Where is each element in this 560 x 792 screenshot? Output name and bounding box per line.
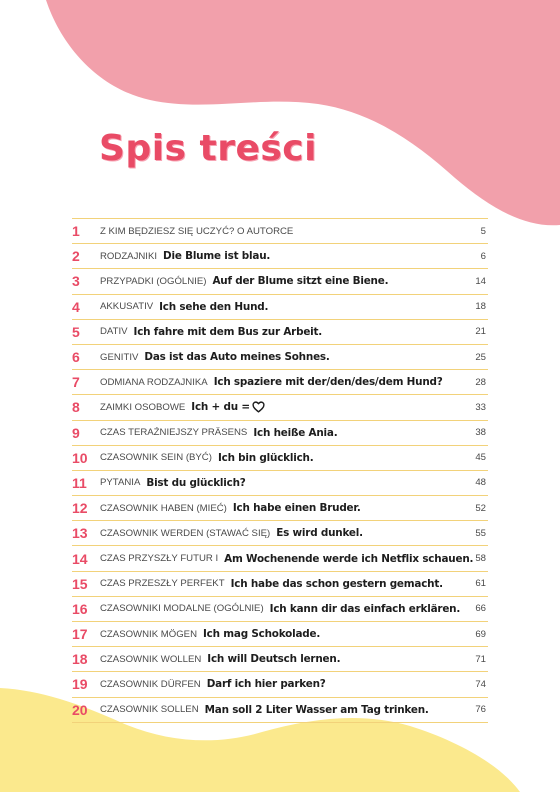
chapter-number: 12 — [72, 500, 88, 517]
toc-row[interactable] — [72, 421, 488, 446]
chapter-label: CZASOWNIK MÖGEN — [100, 628, 198, 640]
chapter-example: Auf der Blume sitzt eine Biene. — [212, 275, 389, 288]
chapter-label: CZASOWNIK SOLLEN — [100, 704, 199, 716]
chapter-example: Das ist das Auto meines Sohnes. — [144, 351, 330, 364]
page-number: 76 — [475, 704, 486, 716]
toc-row[interactable] — [72, 218, 488, 244]
chapter-number: 4 — [72, 298, 80, 315]
page-number: 48 — [475, 477, 486, 489]
page-number: 5 — [480, 225, 486, 237]
chapter-label: CZASOWNIK DÜRFEN — [100, 678, 201, 690]
table-of-contents — [72, 218, 488, 723]
toc-row[interactable] — [72, 345, 488, 370]
chapter-number: 19 — [72, 676, 88, 693]
chapter-example: Ich kann dir das einfach erklären. — [269, 602, 461, 615]
chapter-label: CZASOWNIK HABEN (MIEĆ) — [100, 502, 227, 514]
chapter-example: Ich heiße Ania. — [253, 426, 338, 439]
chapter-example: Man soll 2 Liter Wasser am Tag trinken. — [204, 703, 429, 716]
chapter-label: ZAIMKI OSOBOWE — [100, 401, 186, 413]
toc-row[interactable] — [72, 647, 488, 672]
page-title: Spis treści — [99, 128, 317, 169]
chapter-label: PRZYPADKI (OGÓLNIE) — [100, 275, 207, 287]
chapter-label: CZASOWNIK SEIN (BYĆ) — [100, 452, 212, 464]
toc-row[interactable] — [72, 597, 488, 622]
toc-row[interactable] — [72, 320, 488, 345]
chapter-number: 7 — [72, 374, 80, 391]
page-number: 58 — [475, 553, 486, 565]
chapter-label: CZASOWNIKI MODALNE (OGÓLNIE) — [100, 603, 264, 615]
pink-blob — [46, 0, 560, 225]
chapter-number: 1 — [72, 223, 80, 240]
page-number: 55 — [475, 527, 486, 539]
toc-row[interactable] — [72, 471, 488, 496]
chapter-example: Ich + du = — [191, 401, 250, 414]
page-number: 6 — [480, 250, 486, 262]
chapter-number: 13 — [72, 525, 88, 542]
chapter-example: Ich will Deutsch lernen. — [207, 653, 341, 666]
toc-row[interactable] — [72, 622, 488, 647]
chapter-example: Ich fahre mit dem Bus zur Arbeit. — [133, 325, 323, 338]
page-number: 71 — [475, 653, 486, 665]
chapter-number: 3 — [72, 273, 80, 290]
heart-icon — [252, 401, 265, 413]
toc-row[interactable] — [72, 521, 488, 546]
toc-row[interactable] — [72, 370, 488, 395]
toc-row[interactable] — [72, 269, 488, 294]
chapter-number: 8 — [72, 399, 80, 416]
chapter-number: 14 — [72, 550, 88, 567]
chapter-label: CZAS TERAŹNIEJSZY PRÄSENS — [100, 427, 248, 439]
chapter-example: Ich mag Schokolade. — [203, 628, 321, 641]
chapter-label: AKKUSATIV — [100, 301, 154, 313]
page-number: 33 — [475, 401, 486, 413]
page-number: 28 — [475, 376, 486, 388]
page-number: 74 — [475, 678, 486, 690]
toc-row[interactable] — [72, 295, 488, 320]
chapter-label: DATIV — [100, 326, 128, 338]
page-number: 69 — [475, 628, 486, 640]
chapter-example: Ich habe einen Bruder. — [232, 502, 361, 515]
chapter-example: Die Blume ist blau. — [163, 250, 271, 263]
chapter-label: PYTANIA — [100, 477, 141, 489]
chapter-number: 11 — [72, 474, 87, 491]
chapter-number: 15 — [72, 575, 88, 592]
chapter-number: 16 — [72, 600, 88, 617]
toc-row[interactable] — [72, 395, 488, 420]
page-number: 38 — [475, 427, 486, 439]
chapter-number: 6 — [72, 349, 80, 366]
toc-row[interactable] — [72, 698, 488, 723]
page-number: 66 — [475, 603, 486, 615]
page-number: 25 — [475, 351, 486, 363]
page-number: 61 — [475, 578, 486, 590]
chapter-example: Ich habe das schon gestern gemacht. — [230, 577, 443, 590]
toc-row[interactable] — [72, 446, 488, 471]
chapter-number: 2 — [72, 248, 80, 265]
chapter-number: 9 — [72, 424, 80, 441]
chapter-label: GENITIV — [100, 351, 139, 363]
chapter-example: Bist du glücklich? — [146, 476, 246, 489]
chapter-example: Am Wochenende werde ich Netflix schauen. — [224, 552, 474, 565]
chapter-example: Es wird dunkel. — [276, 527, 363, 540]
chapter-label: Z KIM BĘDZIESZ SIĘ UCZYĆ? O AUTORCE — [100, 225, 294, 237]
toc-row[interactable] — [72, 244, 488, 269]
page-number: 45 — [475, 452, 486, 464]
toc-row[interactable] — [72, 672, 488, 697]
chapter-label: RODZAJNIKI — [100, 250, 158, 262]
chapter-number: 17 — [72, 626, 88, 643]
chapter-number: 20 — [72, 701, 88, 718]
chapter-label: CZASOWNIK WOLLEN — [100, 653, 202, 665]
toc-row[interactable] — [72, 496, 488, 521]
chapter-example: Ich bin glücklich. — [217, 451, 314, 464]
page-number: 18 — [475, 301, 486, 313]
page-number: 21 — [475, 326, 486, 338]
toc-row[interactable] — [72, 572, 488, 597]
chapter-example: Darf ich hier parken? — [206, 678, 326, 691]
page-number: 52 — [475, 502, 486, 514]
chapter-label: CZAS PRZESZŁY PERFEKT — [100, 578, 225, 590]
chapter-number: 18 — [72, 651, 88, 668]
chapter-example: Ich spaziere mit der/den/des/dem Hund? — [213, 376, 443, 389]
chapter-label: CZAS PRZYSZŁY FUTUR I — [100, 553, 219, 565]
chapter-number: 10 — [72, 449, 88, 466]
toc-row[interactable] — [72, 546, 488, 571]
page-number: 14 — [475, 275, 486, 287]
chapter-number: 5 — [72, 323, 80, 340]
chapter-example: Ich sehe den Hund. — [159, 300, 269, 313]
chapter-label: CZASOWNIK WERDEN (STAWAĆ SIĘ) — [100, 527, 271, 539]
chapter-label: ODMIANA RODZAJNIKA — [100, 376, 208, 388]
